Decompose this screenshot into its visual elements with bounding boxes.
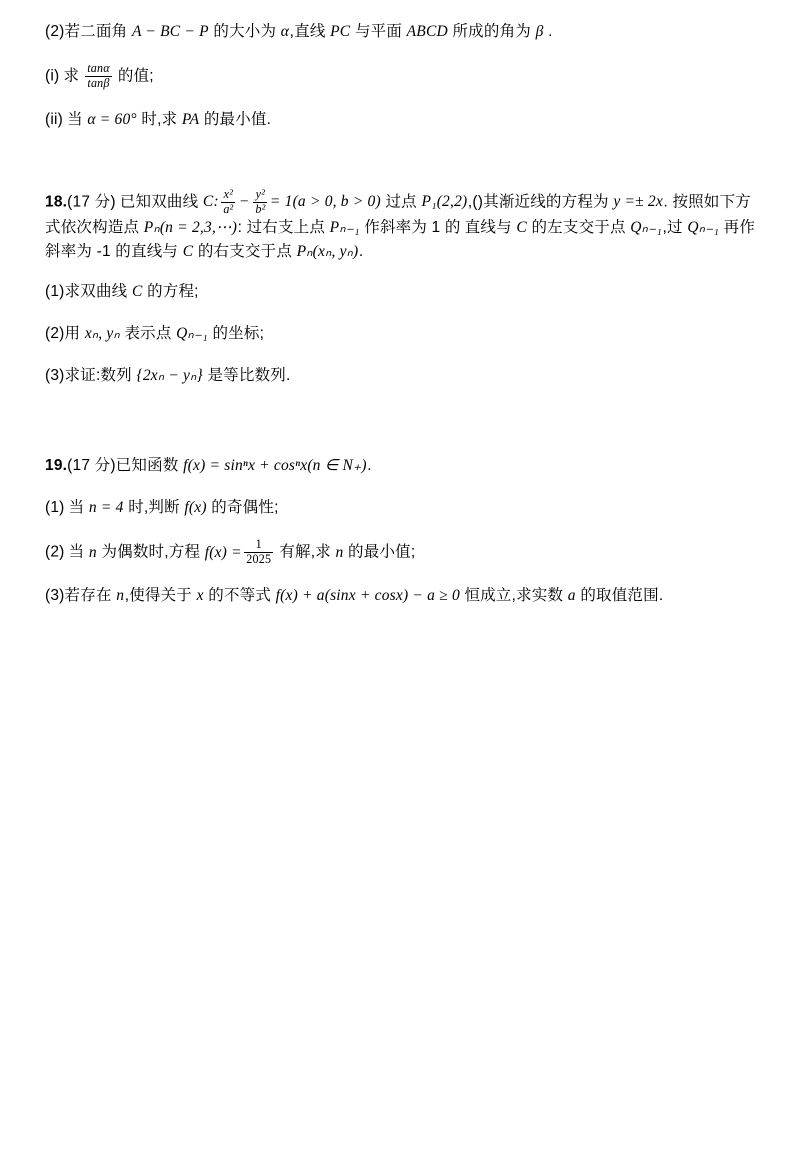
q18-text-2: 过点 [385, 193, 417, 211]
q19-sub3-text-5: 的 [580, 587, 597, 605]
q19-score: (17 分) [67, 457, 116, 475]
q17-i-label: (i) [45, 67, 60, 85]
q18-sub3-math-1: {2xₙ − yₙ} [136, 367, 203, 385]
q17-part2-math-5: β [535, 23, 544, 40]
q19-number: 19. [45, 457, 68, 475]
q17-ii-text-1: 当 [67, 111, 83, 129]
q19-sub3-inequality: f(x) + a(sinx + cosx) − a ≥ 0 [275, 587, 460, 605]
q17-part2-text-6: . [548, 23, 553, 40]
q18-sub1-math-1: C [131, 283, 143, 301]
question-18-sub-2 [45, 322, 760, 346]
q19-sub1-math-2: f(x) [184, 499, 207, 517]
q17-ii-text-3: 的最小值. [203, 111, 272, 129]
q18-sub1-text-2: 的方程; [147, 283, 199, 301]
q18-text-7: 直线与 [464, 219, 512, 237]
q18-text-1: 已知双曲线 [119, 193, 199, 211]
q18-score: (17 分) [67, 193, 116, 211]
q18-frac1-num: x² [221, 188, 235, 203]
q17-part2-text-5: 所成的角为 [452, 23, 531, 40]
q17-i-fraction [85, 62, 112, 90]
q19-sub3-label: (3) [45, 587, 65, 605]
q17-i-text-1: 求 [63, 67, 80, 85]
spacer-before-q19 [45, 406, 760, 444]
q18-fraction-y2-b2 [253, 188, 267, 216]
q19-sub1-text-2: 时,判断 [128, 499, 180, 517]
q18-point-qn-1-b: Qₙ₋₁ [687, 219, 720, 237]
q18-text-9: ,过 [662, 219, 683, 237]
q19-sub1-text-1: 当 [68, 499, 85, 517]
q19-sub1-math-1: n = 4 [88, 499, 124, 517]
q18-frac2-num: y² [253, 188, 267, 203]
q19-sub2-text-3: 有解,求 [279, 543, 331, 561]
q17-i-fraction-numerator: tanα [87, 61, 110, 76]
q17-part2-math-1: A − BC − P [131, 23, 209, 40]
q17-i-text-2: 的值; [117, 67, 154, 85]
q17-part2-text-3: ,直线 [289, 23, 326, 40]
q17-ii-label: (ii) [45, 111, 64, 129]
q18-text-11: 的右支交于点 [197, 243, 293, 261]
q18-curve-c-2: C [182, 243, 194, 261]
q19-sub1-text-3: 的奇偶性; [211, 499, 279, 517]
q18-sub2-math-2: Qₙ₋₁ [176, 325, 208, 343]
q18-sub1-text-1: 求双曲线 [64, 283, 128, 301]
q19-sub2-math-1: n [88, 543, 97, 561]
question-19-sub-1 [45, 496, 760, 520]
q18-fraction-x2-a2 [221, 188, 235, 216]
q19-sub3-text-4: 恒成立,求实数 [464, 587, 564, 605]
question-17-part-2 [45, 20, 760, 44]
q17-ii-math-1: α = 60° [87, 111, 137, 129]
q18-sub3-text-2: 是等比数列. [207, 367, 291, 385]
q17-part2-text-4: 与平面 [354, 23, 403, 40]
q18-text-5: : 过右支上点 [237, 219, 326, 237]
question-19-sub-2 [45, 538, 760, 566]
q19-sub2-math-3: n [335, 543, 344, 561]
q18-sub3-text-1: 求证:数列 [64, 367, 132, 385]
q18-sub2-label: (2) [45, 325, 65, 343]
q18-point-p1: P₁(2,2) [421, 193, 468, 211]
q18-text-3: ,()其渐近线的方程为 [467, 193, 609, 211]
q17-part2-text-1: 若二面角 [64, 23, 128, 40]
q19-sub2-text-1: 当 [68, 543, 85, 561]
q19-sub2-frac-num: 1 [244, 538, 273, 553]
q19-sub2-frac-den: 2025 [246, 551, 272, 566]
question-17-sub-i [45, 62, 760, 90]
q18-sub3-label: (3) [45, 367, 65, 385]
q19-sub2-fraction [244, 538, 273, 566]
q19-function-definition: f(x) = sinⁿx + cosⁿx(n ∈ N₊) [183, 457, 367, 475]
q18-asymptote-equation: y =± 2x [613, 193, 663, 211]
q17-part2-label: (2) [45, 23, 65, 40]
question-18-sub-3 [45, 364, 760, 388]
q18-curve-label: C: [202, 193, 219, 211]
q19-sub1-label: (1) [45, 499, 65, 517]
q18-text-4: . 按照如下方式依次构造点 [45, 193, 751, 237]
q18-point-pn-coords: Pₙ(xₙ, yₙ) [296, 243, 359, 261]
q18-text-10: 再作斜率为 -1 的直线与 [45, 219, 756, 261]
q18-point-pn-1: Pₙ₋₁ [329, 219, 360, 237]
q19-sub2-text-2: 为偶数时,方程 [101, 543, 201, 561]
document-content [45, 20, 760, 626]
q19-sub3-text-3: 的不等式 [208, 587, 272, 605]
q18-sub2-text-2: 表示点 [124, 325, 172, 343]
q17-ii-text-2: 时,求 [141, 111, 178, 129]
q18-sub2-text-1: 用 [64, 325, 81, 343]
q17-i-fraction-denominator: tanβ [87, 75, 110, 90]
q18-text-12: . [358, 243, 364, 261]
q18-frac1-den: a² [223, 201, 234, 216]
q18-point-qn-1-a: Qₙ₋₁ [630, 219, 663, 237]
q18-point-pn: Pₙ(n = 2,3,⋯) [143, 219, 238, 237]
q19-sub3-text-1: 若存在 [64, 587, 112, 605]
q18-frac2-den: b² [255, 201, 266, 216]
q18-text-8: 的左支交于点 [531, 219, 626, 237]
q18-sub1-label: (1) [45, 283, 65, 301]
q19-sub3-math-1: n [116, 587, 125, 605]
q19-sub2-math-2: f(x) = [204, 543, 242, 561]
q18-curve-c-1: C [516, 219, 527, 237]
q17-part2-math-3: PC [330, 23, 351, 40]
spacer-before-q18 [45, 150, 760, 188]
q18-minus-sign: − [239, 193, 249, 211]
question-19-stem [45, 454, 760, 478]
q19-text-2: . [367, 457, 372, 475]
q17-part2-math-2: α [280, 23, 290, 40]
q19-sub3-math-4: a [567, 587, 576, 605]
q19-sub2-label: (2) [45, 543, 65, 561]
q17-part2-math-4: ABCD [406, 23, 448, 40]
q18-number: 18. [45, 193, 68, 211]
question-19-sub-3 [45, 584, 760, 608]
q19-sub3-text-2: ,使得关于 [124, 587, 192, 605]
spacer-before-q19-extra [45, 444, 760, 454]
question-18-sub-1 [45, 280, 760, 304]
q19-sub2-text-4: 的最小值; [348, 543, 416, 561]
q18-text-6: 作斜率为 1 的 [364, 219, 461, 237]
q18-equation-condition: = 1(a > 0, b > 0) [269, 193, 381, 211]
q17-ii-math-2: PA [181, 111, 200, 129]
question-18-stem [45, 188, 760, 264]
q19-text-1: 已知函数 [115, 457, 179, 475]
q19-sub3-text-6: 取值范围. [596, 587, 664, 605]
q17-part2-text-2: 的大小为 [213, 23, 277, 40]
q19-sub3-math-2: x [196, 587, 204, 605]
q18-sub2-text-3: 的坐标; [212, 325, 265, 343]
q18-sub2-math-1: xₙ, yₙ [84, 325, 120, 343]
question-17-sub-ii [45, 108, 760, 132]
